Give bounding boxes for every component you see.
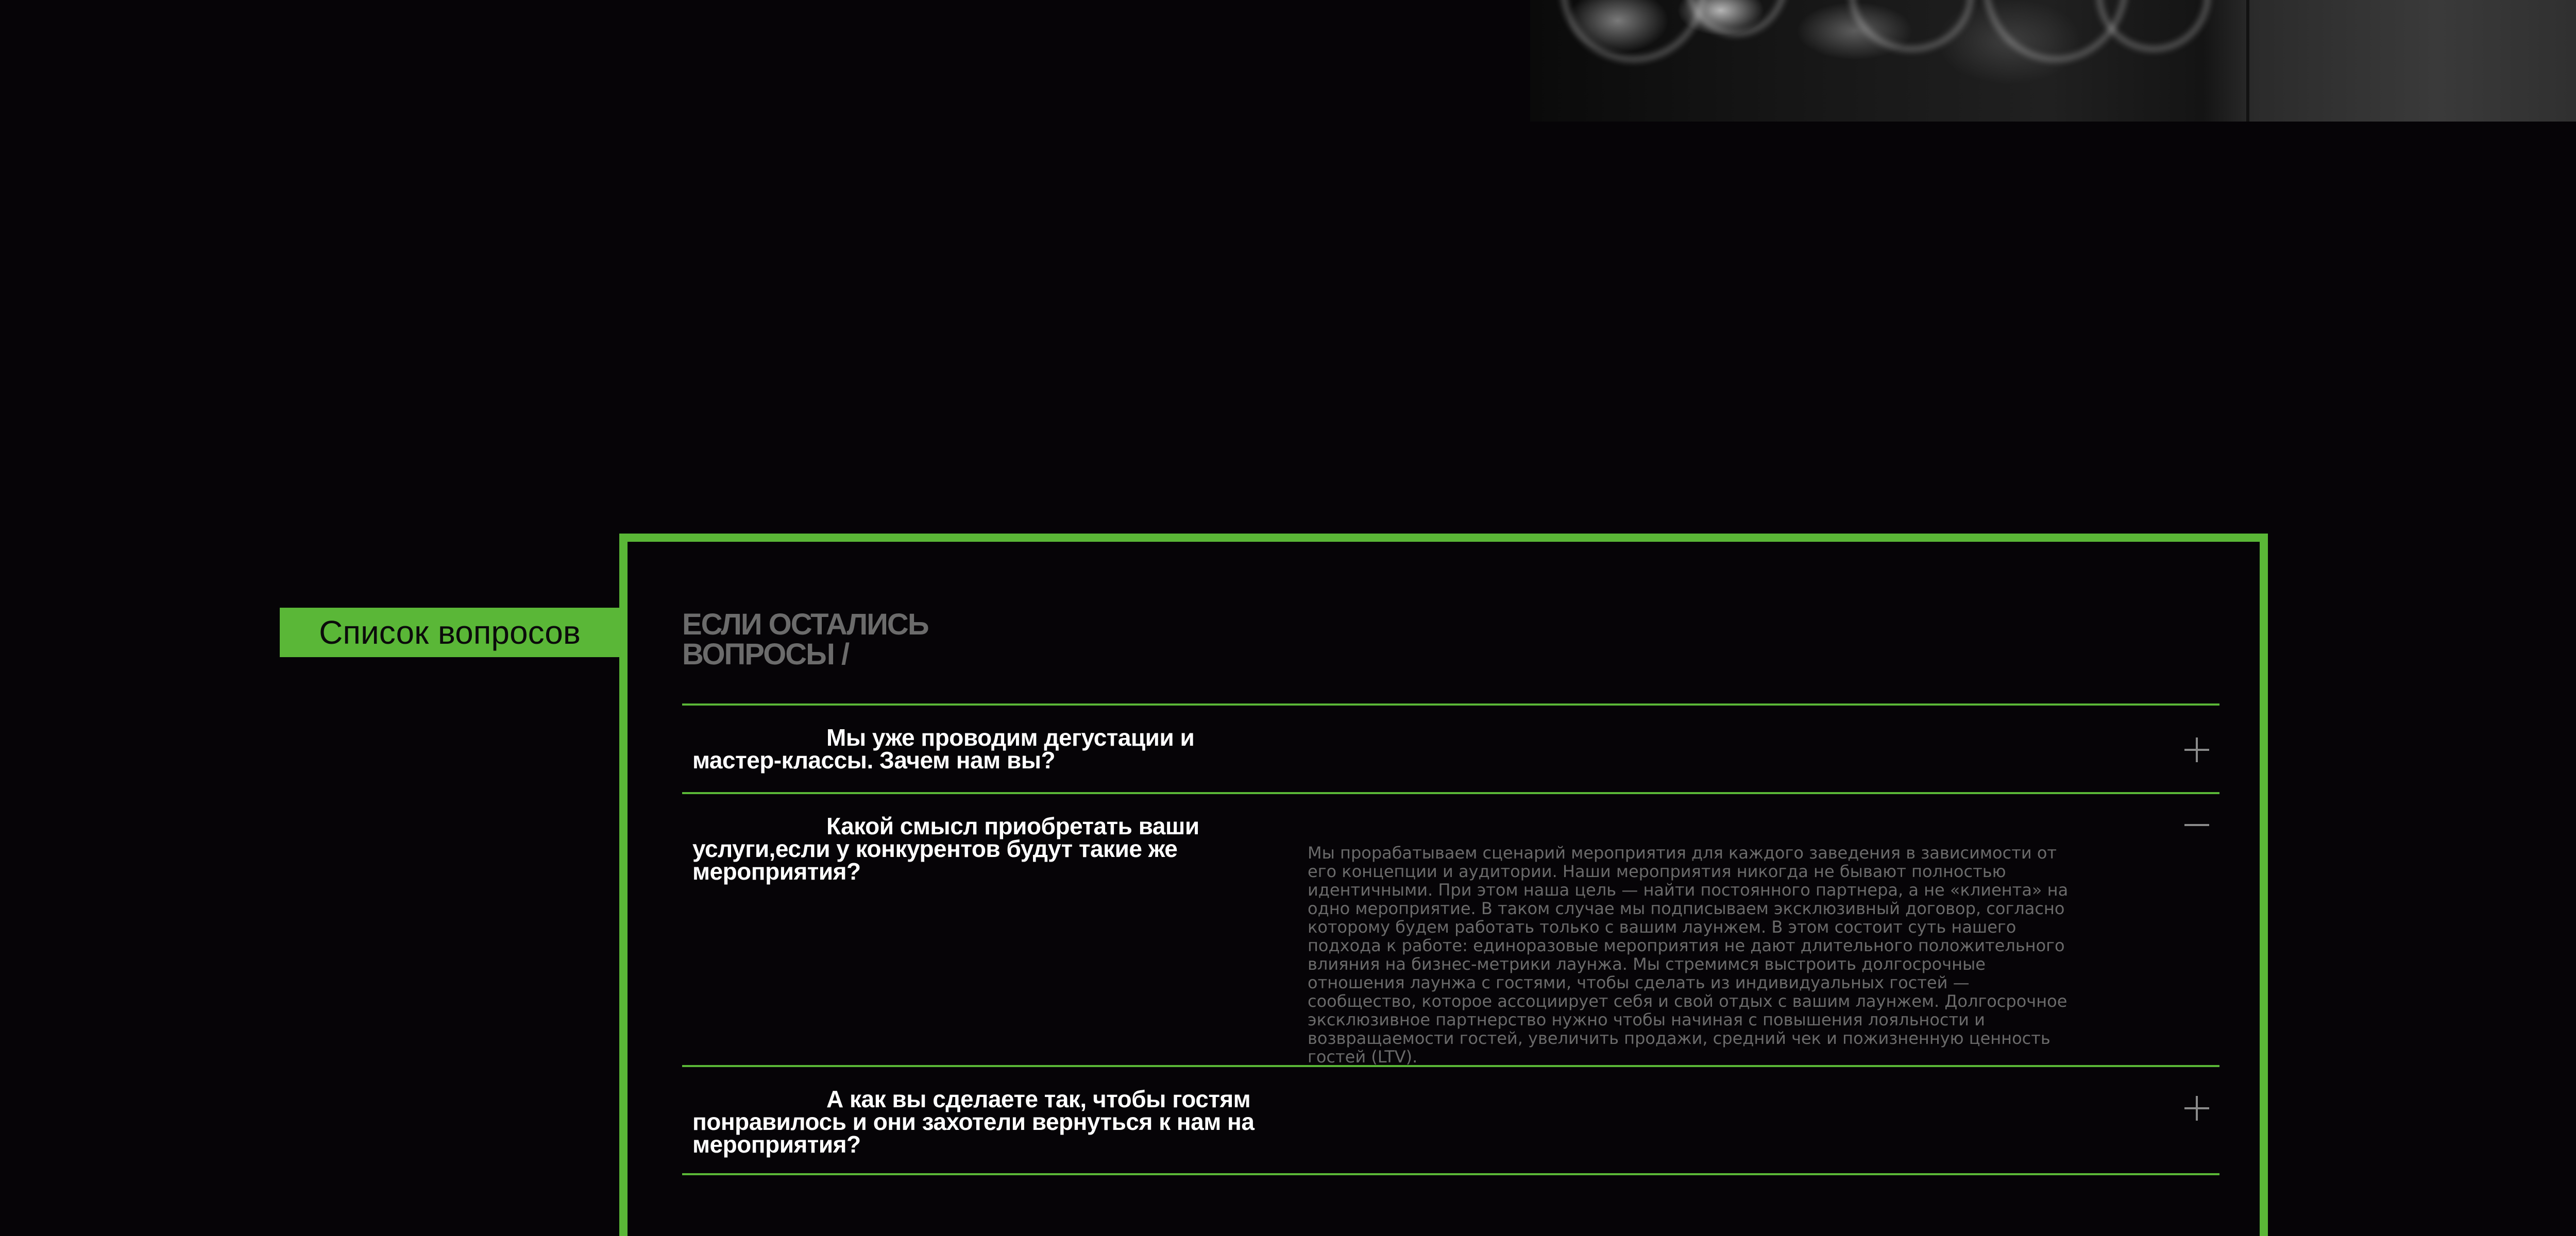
- plus-icon[interactable]: [2184, 1096, 2209, 1121]
- smoke-swirl-decoration: [1561, 0, 1705, 62]
- plus-icon-vertical: [2196, 737, 2198, 762]
- faq-heading: [682, 610, 1043, 670]
- minus-icon-bar: [2184, 824, 2209, 826]
- plus-icon-vertical: [2196, 1096, 2198, 1121]
- faq-heading-line1: ЕСЛИ ОСТАЛИСЬ: [682, 608, 928, 641]
- plus-icon[interactable]: [2184, 737, 2209, 762]
- faq-question[interactable]: А как вы сделаете так, чтобы гостям понравилось и они захотели вернуться к нам на мероприятия?: [692, 1086, 1255, 1158]
- faq-question[interactable]: Какой смысл приобретать ваши услуги,если у конкурентов будут такие же мероприятия?: [692, 813, 1199, 885]
- smoke-swirl-decoration: [1685, 0, 1788, 36]
- hero-smoke-image: [1530, 0, 2576, 122]
- faq-list: [682, 703, 2219, 1175]
- minus-icon[interactable]: [2184, 813, 2209, 837]
- questions-list-tag: Список вопросов: [280, 608, 620, 657]
- faq-answer: Мы прорабатываем сценарий мероприятия для каждого заведения в зависимости от его концепции и аудитории. Наши мероприятия никогда не бывают полностью идентичными. При этом наша цель — найти постоянного партнера, а не «клиента» на одно мероприятие. В таком случае мы подписываем эксклюзивный договор, согласно которому будем работать только с вашим лаунжем. В этом состоит суть нашего подхода к работе: единоразовые мероприятия не дают длительного положительного влияния на бизнес-метрики лаунжа. Мы стремимся выстроить долгосрочные отношения лаунжа с гостями, чтобы сделать из индивидуальных гостей — сообщество, которое ассоциирует себя и свой отдых с вашим лаунжем. Долгосрочное эксклюзивное партнерство нужно чтобы начиная с повышения лояльности и возвращаемости гостей, увеличить продажи, средний чек и пожизненную ценность гостей (LTV).: [1308, 843, 2069, 1067]
- faq-item-expanded[interactable]: [682, 792, 2219, 1065]
- faq-item[interactable]: [682, 703, 2219, 792]
- faq-item[interactable]: [682, 1065, 2219, 1175]
- smoke-swirl-decoration: [1850, 0, 1973, 52]
- faq-heading-line2: ВОПРОСЫ /: [682, 638, 849, 671]
- smoke-swirl-decoration: [2097, 0, 2210, 52]
- image-divider: [2246, 0, 2249, 122]
- faq-card: [619, 534, 2268, 1236]
- faq-question[interactable]: Мы уже проводим дегустации и мастер-классы. Зачем нам вы?: [692, 724, 1195, 774]
